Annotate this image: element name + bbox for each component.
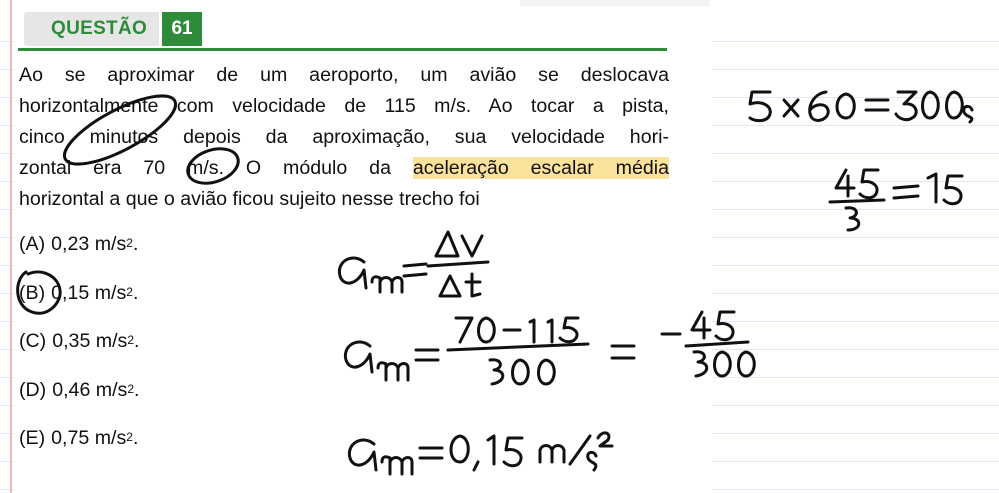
option-value: 0,46 m/s [52,378,128,401]
option-letter: (A) [19,233,46,255]
option-letter: (B) [19,281,46,304]
answer-options [19,226,140,469]
option-end: . [134,330,140,352]
option-value: 0,75 m/s [51,427,127,449]
option-value: 0,15 m/s [51,281,127,304]
statement-line: horizontalmente com velocidade de 115 m/s. Ao tocar a pista, [19,95,669,117]
question-label: QUESTÃO [24,12,159,46]
option-end: . [132,233,139,255]
statement-line-part: zontal era 70 m/s. O módulo da [19,157,413,179]
option-value: 0,35 m/s [52,330,128,352]
question-number: 61 [162,12,202,46]
statement-line: cinco minutos depois da aproximação, sua velocidade hori- [19,126,669,148]
statement-line [19,153,669,184]
option-end: . [132,427,139,449]
option-value: 0,23 m/s [51,233,127,255]
option-end: . [134,378,140,401]
option-c[interactable] [19,323,140,372]
page-edge-strip [520,0,710,6]
option-b[interactable] [19,275,140,324]
highlighted-text: aceleração escalar média [412,157,669,179]
option-d[interactable] [19,372,140,421]
header-divider [18,48,667,51]
option-letter: (D) [19,378,47,401]
statement-line: horizontal a que o avião ficou sujeito nesse trecho foi [19,188,480,210]
option-exponent: 2 [127,333,135,347]
question-header [24,12,202,46]
option-exponent: 2 [126,284,133,299]
option-e[interactable] [19,420,140,469]
statement-line: Ao se aproximar de um aeroporto, um avião se deslocava [19,64,669,86]
option-letter: (E) [19,427,46,449]
option-exponent: 2 [126,236,133,250]
option-a[interactable] [19,226,140,275]
question-statement [19,60,669,215]
option-letter: (C) [19,330,47,352]
option-end: . [132,281,139,304]
option-exponent: 2 [127,381,135,396]
notebook-margin-line [10,0,12,493]
option-exponent: 2 [126,430,133,444]
